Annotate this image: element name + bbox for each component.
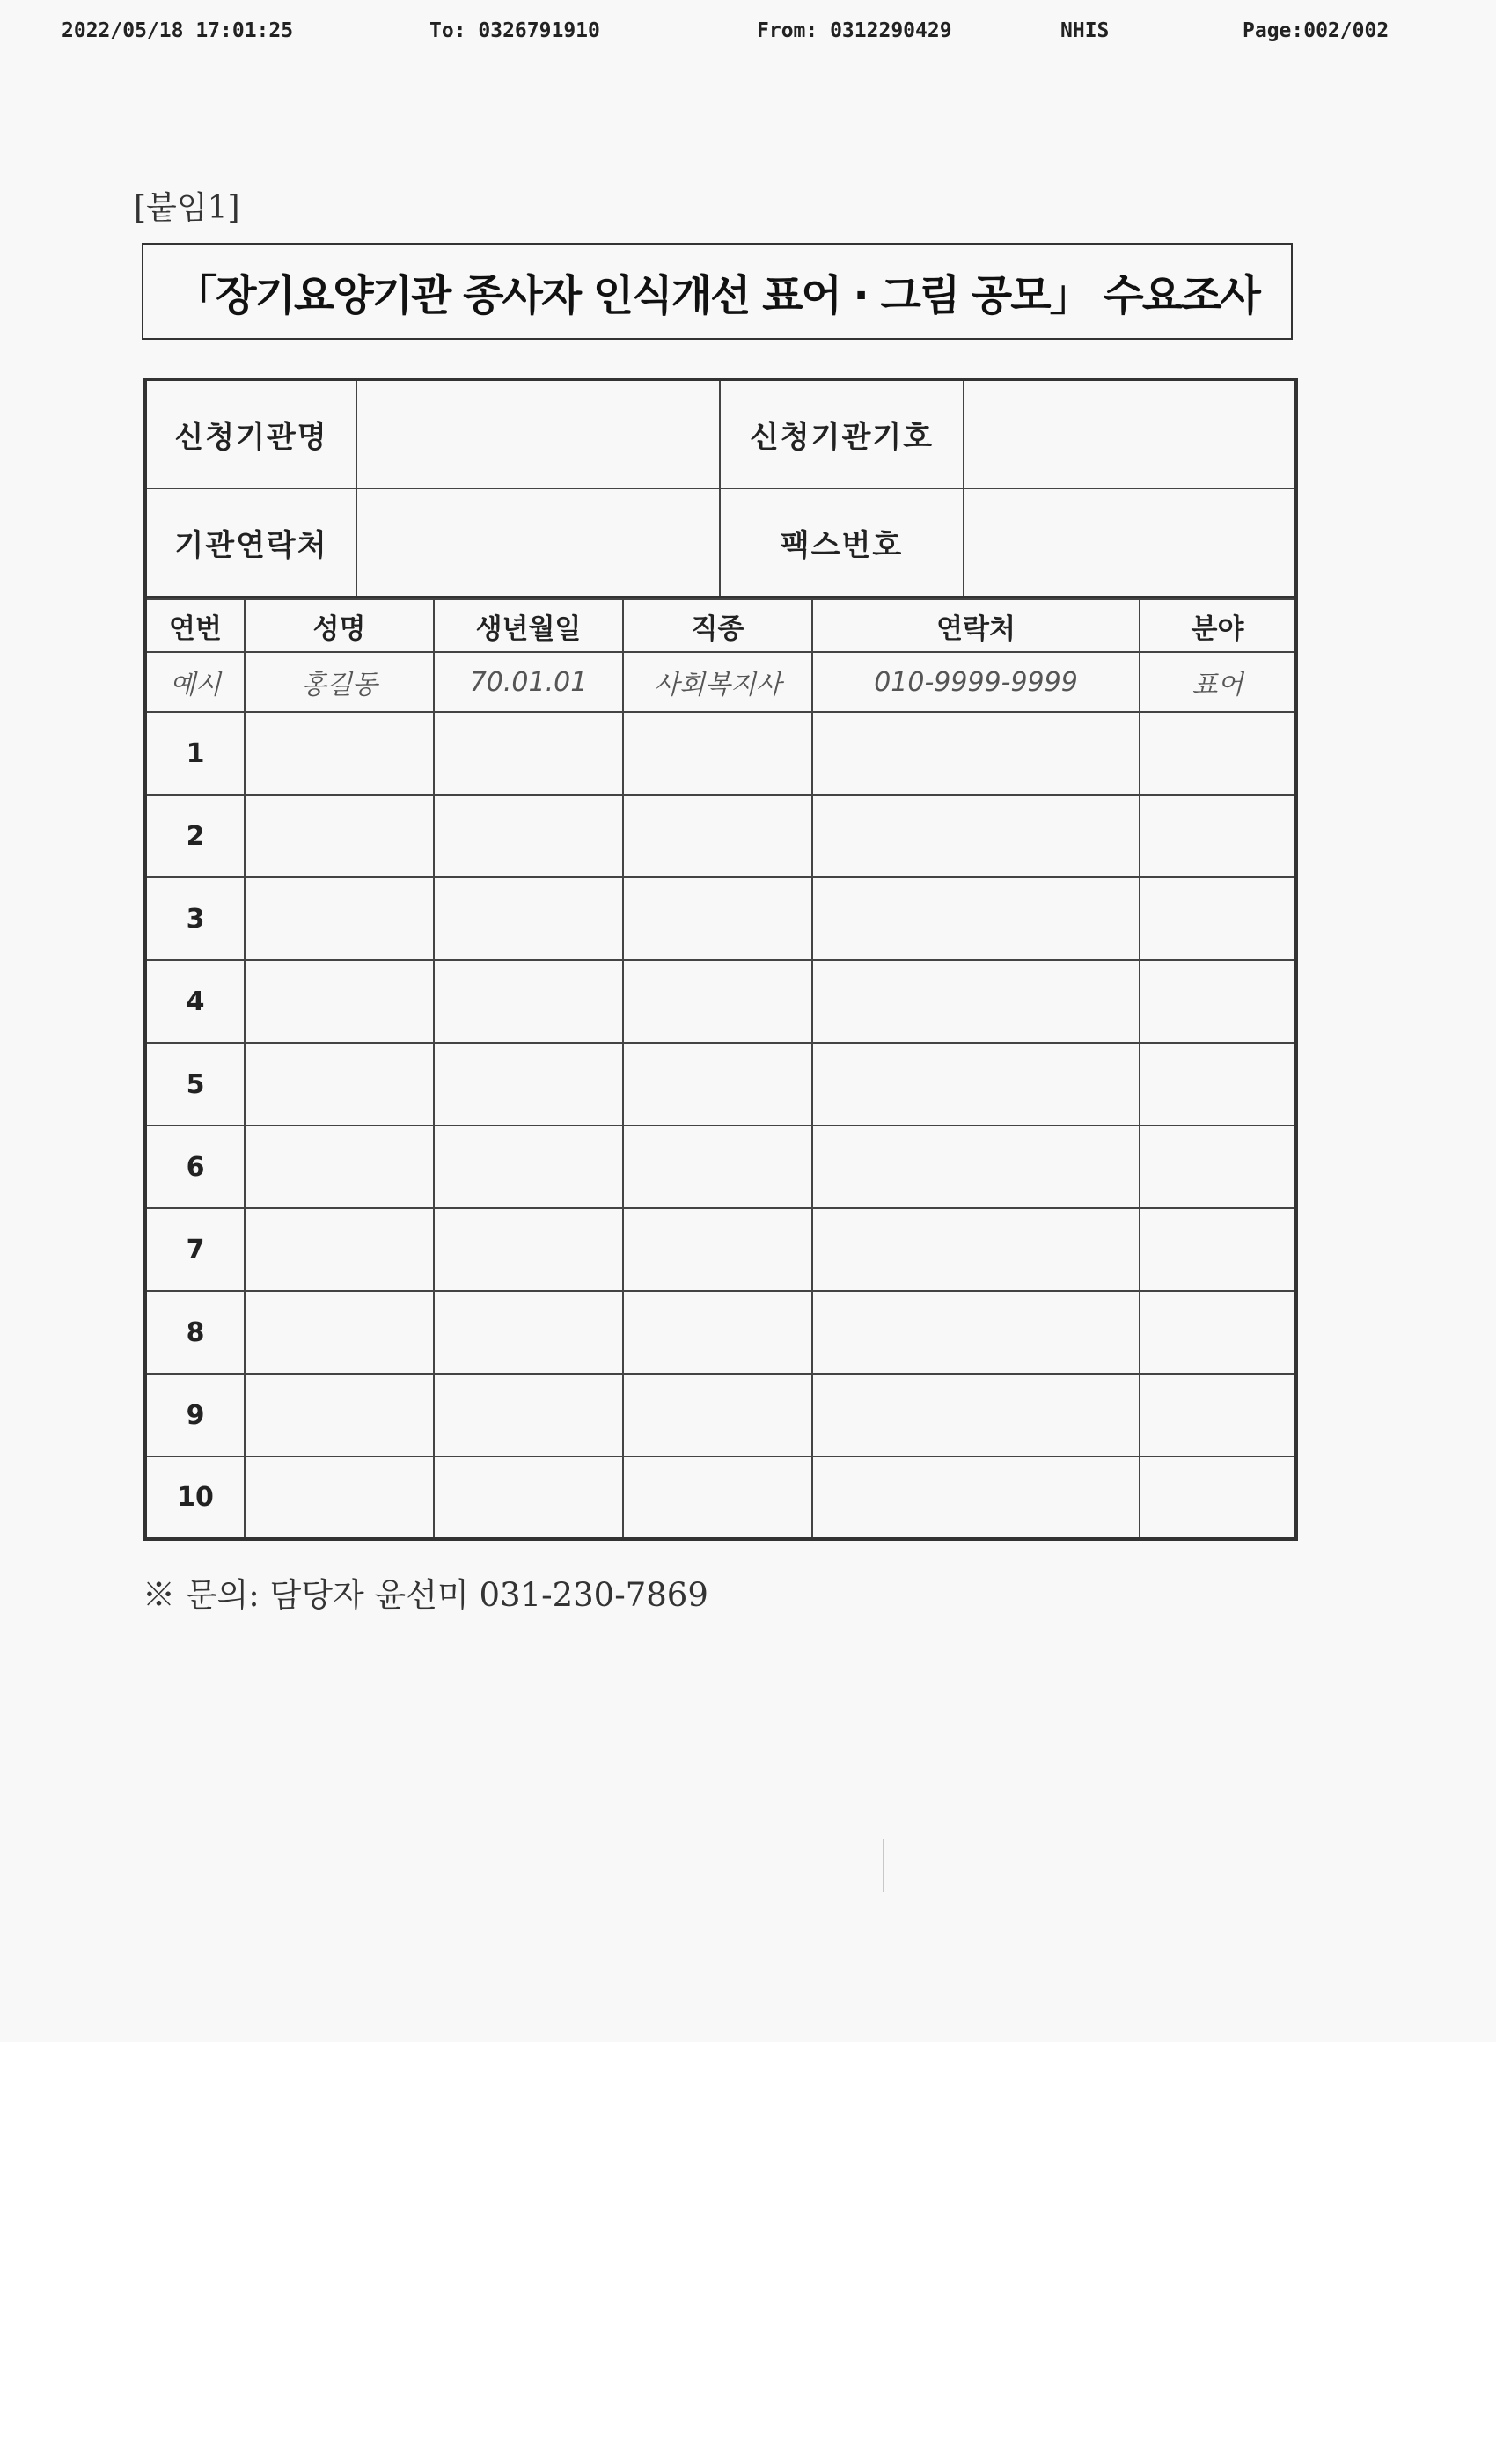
example-category: 표어 bbox=[1140, 652, 1296, 712]
contact-cell[interactable] bbox=[812, 1456, 1140, 1539]
table-row bbox=[145, 1456, 1296, 1539]
header-name: 성명 bbox=[245, 599, 434, 652]
example-occupation: 사회복지사 bbox=[623, 652, 812, 712]
occupation-cell[interactable] bbox=[623, 1126, 812, 1208]
row-number: 2 bbox=[145, 795, 245, 877]
header-serial: 연번 bbox=[145, 599, 245, 652]
contact-cell[interactable] bbox=[812, 1043, 1140, 1126]
category-cell[interactable] bbox=[1140, 1043, 1296, 1126]
row-number: 4 bbox=[145, 960, 245, 1043]
row-number: 7 bbox=[145, 1208, 245, 1291]
fax-page: Page:002/002 bbox=[1243, 19, 1390, 42]
institution-code-label: 신청기관기호 bbox=[720, 379, 964, 488]
occupation-cell[interactable] bbox=[623, 795, 812, 877]
contact-cell[interactable] bbox=[812, 712, 1140, 795]
birthdate-cell[interactable] bbox=[434, 877, 623, 960]
fax-org: NHIS bbox=[1060, 19, 1110, 42]
occupation-cell[interactable] bbox=[623, 877, 812, 960]
info-row-1 bbox=[145, 379, 1296, 488]
row-number: 8 bbox=[145, 1291, 245, 1374]
contact-cell[interactable] bbox=[812, 1208, 1140, 1291]
table-row bbox=[145, 1126, 1296, 1208]
table-row bbox=[145, 1291, 1296, 1374]
name-cell[interactable] bbox=[245, 1456, 434, 1539]
row-number: 9 bbox=[145, 1374, 245, 1456]
scan-artifact-line bbox=[883, 1839, 884, 1892]
birthdate-cell[interactable] bbox=[434, 1291, 623, 1374]
contact-cell[interactable] bbox=[812, 960, 1140, 1043]
inquiry-note: ※ 문의: 담당자 윤선미 031-230-7869 bbox=[143, 1576, 708, 1614]
name-cell[interactable] bbox=[245, 1126, 434, 1208]
example-contact: 010-9999-9999 bbox=[812, 652, 1140, 712]
example-row bbox=[145, 652, 1296, 712]
contact-cell[interactable] bbox=[812, 1126, 1140, 1208]
fax-to: To: 0326791910 bbox=[429, 19, 600, 42]
contact-cell[interactable] bbox=[812, 795, 1140, 877]
category-cell[interactable] bbox=[1140, 1291, 1296, 1374]
header-category: 분야 bbox=[1140, 599, 1296, 652]
birthdate-cell[interactable] bbox=[434, 1374, 623, 1456]
occupation-cell[interactable] bbox=[623, 960, 812, 1043]
category-cell[interactable] bbox=[1140, 1208, 1296, 1291]
occupation-cell[interactable] bbox=[623, 1043, 812, 1126]
row-number: 5 bbox=[145, 1043, 245, 1126]
table-row bbox=[145, 1208, 1296, 1291]
example-birthdate: 70.01.01 bbox=[434, 652, 623, 712]
occupation-cell[interactable] bbox=[623, 1208, 812, 1291]
birthdate-cell[interactable] bbox=[434, 795, 623, 877]
birthdate-cell[interactable] bbox=[434, 960, 623, 1043]
contact-cell[interactable] bbox=[812, 1374, 1140, 1456]
table-row bbox=[145, 877, 1296, 960]
row-number: 6 bbox=[145, 1126, 245, 1208]
contact-label: 기관연락처 bbox=[145, 488, 356, 598]
header-contact: 연락처 bbox=[812, 599, 1140, 652]
name-cell[interactable] bbox=[245, 795, 434, 877]
title-box bbox=[142, 243, 1293, 340]
category-cell[interactable] bbox=[1140, 1456, 1296, 1539]
fax-number-label: 팩스번호 bbox=[720, 488, 964, 598]
header-occupation: 직종 bbox=[623, 599, 812, 652]
attachment-label: [붙임1] bbox=[134, 190, 240, 226]
document-title: 「장기요양기관 종사자 인식개선 표어 · 그림 공모」 수요조사 bbox=[175, 270, 1259, 320]
contact-field[interactable] bbox=[356, 488, 720, 598]
name-cell[interactable] bbox=[245, 1374, 434, 1456]
table-row bbox=[145, 1043, 1296, 1126]
category-cell[interactable] bbox=[1140, 1126, 1296, 1208]
name-cell[interactable] bbox=[245, 1208, 434, 1291]
info-row-2 bbox=[145, 488, 1296, 598]
example-serial: 예시 bbox=[145, 652, 245, 712]
category-cell[interactable] bbox=[1140, 712, 1296, 795]
header-birthdate: 생년월일 bbox=[434, 599, 623, 652]
table-row bbox=[145, 960, 1296, 1043]
institution-info-table bbox=[143, 378, 1298, 599]
contact-cell[interactable] bbox=[812, 877, 1140, 960]
category-cell[interactable] bbox=[1140, 795, 1296, 877]
table-row bbox=[145, 795, 1296, 877]
occupation-cell[interactable] bbox=[623, 1456, 812, 1539]
example-name: 홍길동 bbox=[245, 652, 434, 712]
table-row bbox=[145, 1374, 1296, 1456]
birthdate-cell[interactable] bbox=[434, 1456, 623, 1539]
row-number: 1 bbox=[145, 712, 245, 795]
fax-number-field[interactable] bbox=[964, 488, 1296, 598]
institution-name-field[interactable] bbox=[356, 379, 720, 488]
category-cell[interactable] bbox=[1140, 960, 1296, 1043]
occupation-cell[interactable] bbox=[623, 1374, 812, 1456]
occupation-cell[interactable] bbox=[623, 712, 812, 795]
table-header-row bbox=[145, 599, 1296, 652]
occupation-cell[interactable] bbox=[623, 1291, 812, 1374]
category-cell[interactable] bbox=[1140, 877, 1296, 960]
name-cell[interactable] bbox=[245, 712, 434, 795]
fax-datetime: 2022/05/18 17:01:25 bbox=[62, 19, 294, 42]
name-cell[interactable] bbox=[245, 1291, 434, 1374]
table-row bbox=[145, 712, 1296, 795]
birthdate-cell[interactable] bbox=[434, 1043, 623, 1126]
birthdate-cell[interactable] bbox=[434, 712, 623, 795]
name-cell[interactable] bbox=[245, 877, 434, 960]
name-cell[interactable] bbox=[245, 960, 434, 1043]
institution-name-label: 신청기관명 bbox=[145, 379, 356, 488]
birthdate-cell[interactable] bbox=[434, 1126, 623, 1208]
name-cell[interactable] bbox=[245, 1043, 434, 1126]
institution-code-field[interactable] bbox=[964, 379, 1296, 488]
fax-header bbox=[0, 19, 1496, 55]
fax-from: From: 0312290429 bbox=[757, 19, 952, 42]
row-number: 3 bbox=[145, 877, 245, 960]
applicant-table bbox=[143, 598, 1298, 1541]
birthdate-cell[interactable] bbox=[434, 1208, 623, 1291]
category-cell[interactable] bbox=[1140, 1374, 1296, 1456]
contact-cell[interactable] bbox=[812, 1291, 1140, 1374]
row-number: 10 bbox=[145, 1456, 245, 1539]
